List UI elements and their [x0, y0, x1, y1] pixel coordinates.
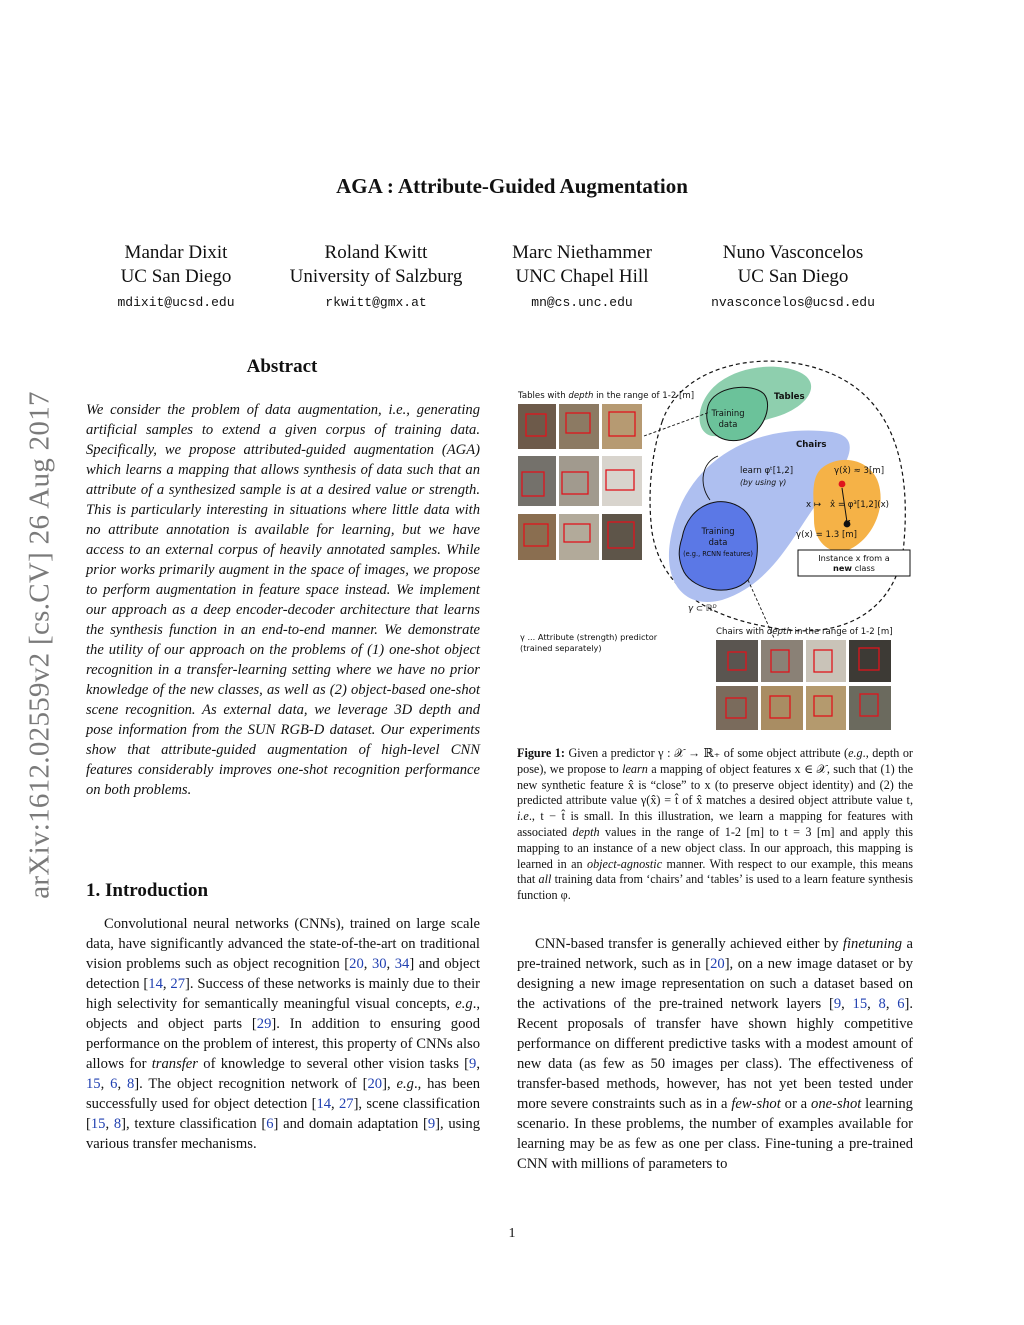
gamma-x-label: γ(x) = 1.3 [m]: [796, 530, 858, 540]
paper-title: AGA : Attribute-Guided Augmentation: [336, 174, 688, 198]
training-data-label: data: [708, 537, 728, 547]
author-block: [472, 241, 692, 310]
author-affiliation: UC San Diego: [737, 266, 849, 287]
paragraph: Convolutional neural networks (CNNs), trained on large scale data, have significantly advanced the state-of-the-art on traditional vision problems such as object recognition [20, 30, 34] and object detection [14, 27]. Success of these networks is mainly due to their high selectivity for semantically meaningful visual concepts, e.g., objects and object parts [29]. In addition to ensuring good performance on the problem of interest, this property of CNNs also allows for transfer of knowledge to several other vision tasks [9, 15, 6, 8]. The object recognition network of [20], e.g., has been successfully used for object detection [14, 27], scene classification [15, 8], texture classification [6] and domain adaptation [9], using various transfer mechanisms.: [86, 916, 481, 1152]
arxiv-stamp: [20, 345, 60, 945]
instance-box-label: Instance x from a: [818, 553, 890, 563]
citation-link[interactable]: 29: [256, 1016, 272, 1032]
citation-link[interactable]: 6: [266, 1116, 274, 1132]
instance-box-label: new class: [833, 563, 875, 573]
by-using-label: (by using γ): [740, 478, 787, 487]
training-data-label: data: [718, 419, 738, 429]
citation-link[interactable]: 20: [367, 1076, 383, 1092]
training-data-label: Training: [711, 408, 745, 418]
tables-region-label: Tables: [774, 392, 805, 402]
citation-link[interactable]: 15: [90, 1116, 106, 1132]
paragraph: CNN-based transfer is generally achieved either by finetuning a pre-trained network, such as in [20], on a new image dataset or by designing a new image representation on such a dataset based on the activations of the pre-trained network layers [9, 15, 8, 6]. Recent proposals of transfer have shown highly competitive performance on different predictive tasks with a modest amount of new data (as few as 50 images per class). The effectiveness of transfer-based methods, however, has not yet been tested under more severe constraints such as in a few-shot or a one-shot learning scenario. In these problems, the number of examples available for learning may be as few as one per class. Fine-tuning a pre-trained CNN with millions of parameters to: [517, 936, 914, 1172]
author-block: [266, 241, 486, 310]
author-email[interactable]: mn@cs.unc.edu: [531, 295, 633, 310]
figure-1: [512, 352, 916, 738]
training-data-sublabel: (e.g., RCNN features): [683, 550, 753, 558]
chairs-label: Chairs with depth in the range of 1-2 [m]: [716, 627, 893, 637]
citation-link[interactable]: 27: [338, 1096, 354, 1112]
citation-link[interactable]: 20: [349, 956, 364, 972]
citation-link[interactable]: 27: [170, 976, 186, 992]
gamma-note: (trained separately): [520, 643, 602, 653]
citation-link[interactable]: 14: [316, 1096, 332, 1112]
table-image-grid: [518, 404, 642, 560]
page-number: 1: [508, 1226, 516, 1241]
citation-link[interactable]: 15: [852, 996, 868, 1012]
gamma-xhat-label: γ(x̂) ≈ 3[m]: [834, 466, 885, 476]
citation-link[interactable]: 8: [113, 1116, 122, 1132]
citation-link[interactable]: 30: [371, 956, 387, 972]
author-name: Nuno Vasconcelos: [722, 242, 864, 263]
author-name: Marc Niethammer: [512, 242, 652, 263]
citation-link[interactable]: 34: [394, 956, 410, 972]
right-column-text: [517, 934, 913, 1174]
introduction-text: [86, 914, 480, 1154]
citation-link[interactable]: 6: [897, 996, 905, 1012]
citation-link[interactable]: 14: [148, 976, 163, 992]
author-affiliation: UC San Diego: [120, 266, 232, 287]
abstract-text: We consider the problem of data augmentation, i.e., generating artificial samples to extend a given corpus of training data. Specifically, we propose attributed-guided augmentation (AGA) which learns a mapping that allows synthesis of data such that an attribute of a synthesized sample is at a desired value or strength. This is particularly interesting in situations where little data with no attribute annotation is available for learning, but we have access to an external corpus of heavily annotated samples. While prior works primarily augment in the space of images, we propose to perform augmentation in feature space instead. We implement our approach as a deep encoder-decoder architecture that learns the synthesis function in an end-to-end manner. We demonstrate the utility of our approach on the problems of (1) one-shot object recognition in a transfer-learning setting where we have no prior knowledge of the new classes, as well as (2) object-based one-shot scene recognition. As external data, we leverage 3D depth and pose information from the SUN RGB-D dataset. Our experiments show that attribute-guided augmentation of high-level CNN features considerably improves one-shot recognition performance on both problems.: [86, 402, 480, 798]
citation-link[interactable]: 20: [710, 956, 725, 972]
author-block: [683, 241, 903, 310]
author-email[interactable]: nvasconcelos@ucsd.edu: [711, 295, 875, 310]
learn-label: learn φᵗ[1,2]: [740, 466, 794, 476]
space-label: γ ⊂ ℝᴰ: [688, 604, 717, 614]
author-name: Roland Kwitt: [324, 242, 428, 263]
figure-caption: Figure 1: Given a predictor γ : 𝒳 → ℝ₊ of some object attribute (e.g., depth or pose), we propose to learn a mapping of object features x ∈ 𝒳, such that (1) the new synthetic feature x̂ is “close” to x (to preserve object identity) and (2) the predicted attribute value γ(x̂) = t̂ of x̂ matches a desired object attribute value t, i.e., t − t̂ is small. In this illustration, we learn a mapping for features with associated depth values in the range of 1-2 [m] to t = 3 [m] and apply this mapping to an instance of a new object class. In our approach, this mapping is learned in an object-agnostic manner. With respect to our example, this means that all training data from ‘chairs’ and ‘tables’ is used to a learn feature synthesis function φ.: [517, 746, 913, 903]
section-heading-introduction: 1. Introduction: [86, 880, 209, 901]
citation-link[interactable]: 15: [86, 1076, 101, 1092]
arxiv-id: arXiv:1612.02559v2 [cs.CV] 26 Aug 2017: [23, 391, 56, 899]
x-map-label: x ↦: [806, 500, 822, 510]
citation-link[interactable]: 8: [878, 996, 886, 1012]
chairs-region-label: Chairs: [796, 440, 827, 450]
training-data-label: Training: [701, 526, 735, 536]
author-affiliation: University of Salzburg: [289, 266, 463, 287]
author-name: Mandar Dixit: [124, 242, 228, 263]
xhat-eq-label: x̂ = φ³[1,2](x): [830, 500, 890, 510]
citation-link[interactable]: 8: [126, 1076, 135, 1092]
citation-link[interactable]: 6: [110, 1076, 118, 1092]
abstract-heading: Abstract: [246, 356, 318, 377]
author-email[interactable]: mdixit@ucsd.edu: [117, 295, 235, 310]
citation-link[interactable]: 9: [833, 996, 842, 1012]
x-label: x: [845, 518, 851, 528]
author-block: [66, 241, 286, 310]
citation-link[interactable]: 9: [469, 1056, 477, 1072]
synthetic-feature-point: [839, 481, 846, 488]
citation-link[interactable]: 9: [427, 1116, 436, 1132]
author-email[interactable]: rkwitt@gmx.at: [325, 295, 427, 310]
tables-label: Tables with depth in the range of 1-2 [m]: [518, 391, 695, 401]
author-affiliation: UNC Chapel Hill: [515, 266, 649, 287]
gamma-note: γ ... Attribute (strength) predictor: [520, 632, 658, 642]
chair-image-grid: [716, 640, 891, 730]
